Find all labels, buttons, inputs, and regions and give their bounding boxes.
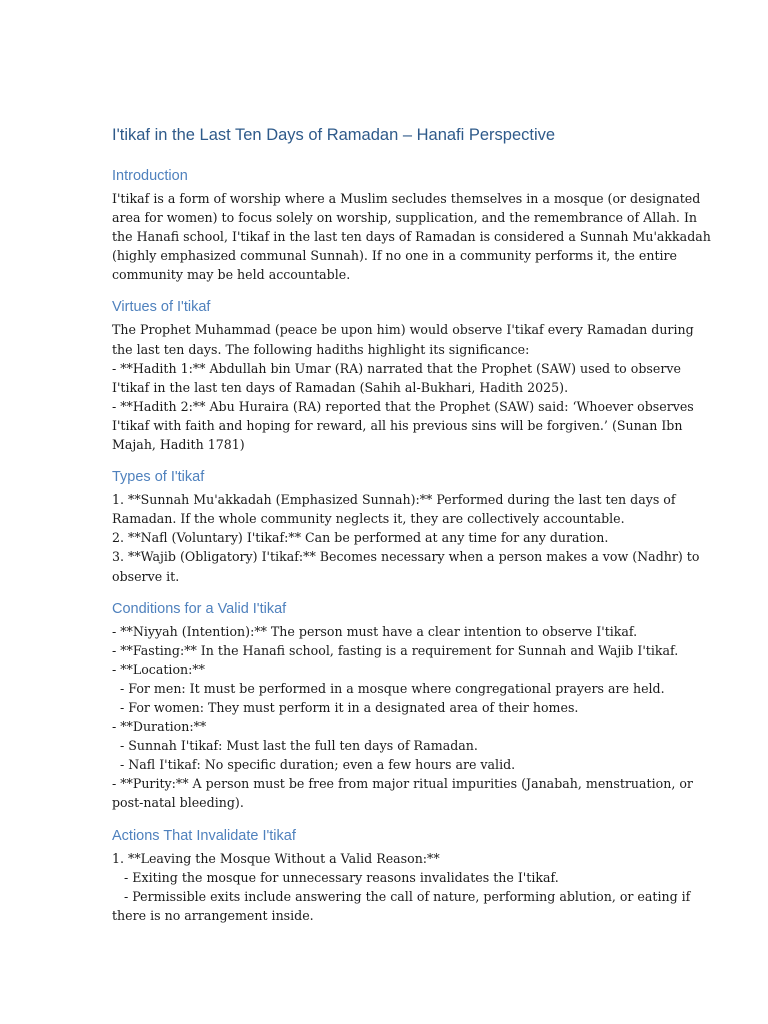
list-item: - **Duration:** [112, 719, 207, 735]
paragraph-line: observe it. [112, 568, 180, 584]
paragraph-line: (highly emphasized communal Sunnah). If no one in a community performs it, the entire [112, 248, 678, 264]
list-item: - Exiting the mosque for unnecessary reasons invalidates the I'tikaf. [112, 869, 559, 885]
list-item: - For women: They must perform it in a designated area of their homes. [112, 699, 579, 715]
list-item: 2. **Nafl (Voluntary) I'tikaf:** Can be performed at any time for any duration. [112, 530, 609, 546]
section-heading: Introduction [112, 168, 188, 184]
section-heading: Conditions for a Valid I'tikaf [112, 600, 287, 617]
document-title: I'tikaf in the Last Ten Days of Ramadan – Hanafi Perspective [112, 126, 556, 144]
paragraph-line: The Prophet Muhammad (peace be upon him) would observe I'tikaf every Ramadan during [112, 322, 694, 338]
list-item: 3. **Wajib (Obligatory) I'tikaf:** Becomes necessary when a person makes a vow (Nadhr) to [112, 549, 700, 565]
section-invalidators [112, 826, 691, 925]
section-heading: Virtues of I'tikaf [112, 299, 211, 316]
paragraph-line: I'tikaf in the last ten days of Ramadan (Sahih al-Bukhari, Hadith 2025). [112, 379, 569, 395]
list-item: - **Location:** [112, 661, 205, 677]
list-item: - For men: It must be performed in a mosque where congregational prayers are held. [112, 680, 665, 696]
section-types [112, 467, 700, 585]
list-item: - **Niyyah (Intention):** The person must have a clear intention to observe I'tikaf. [112, 623, 638, 639]
list-item: - **Fasting:** In the Hanafi school, fasting is a requirement for Sunnah and Wajib I'tikaf. [112, 642, 679, 658]
document-body [112, 124, 711, 938]
paragraph-line: I'tikaf with faith and hoping for reward, all his previous sins will be forgiven.’ (Sunan Ibn [112, 417, 683, 433]
paragraph-line: I'tikaf is a form of worship where a Muslim secludes themselves in a mosque (or designated [112, 191, 701, 206]
paragraph-line: community may be held accountable. [112, 267, 351, 283]
list-item: - Nafl I'tikaf: No specific duration; even a few hours are valid. [112, 757, 516, 773]
list-item: - Sunnah I'tikaf: Must last the full ten days of Ramadan. [112, 738, 478, 754]
paragraph-line: the last ten days. The following hadiths highlight its significance: [112, 341, 530, 357]
section-virtues [112, 297, 694, 454]
list-item: 1. **Leaving the Mosque Without a Valid Reason:** [112, 850, 440, 866]
section-conditions [112, 599, 693, 813]
list-item: - **Hadith 2:** Abu Huraira (RA) reported that the Prophet (SAW) said: ‘Whoever observes [112, 398, 694, 414]
paragraph-line: area for women) to focus solely on worship, supplication, and the remembrance of Allah. In [112, 210, 698, 226]
paragraph-line: there is no arrangement inside. [112, 907, 314, 923]
list-item: - Permissible exits include answering the call of nature, performing ablution, or eating if [112, 888, 691, 904]
paragraph-line: Majah, Hadith 1781) [112, 437, 245, 453]
list-item: - **Hadith 1:** Abdullah bin Umar (RA) narrated that the Prophet (SAW) used to observe [112, 360, 681, 376]
section-heading: Actions That Invalidate I'tikaf [112, 827, 296, 844]
section-introduction [112, 166, 711, 284]
paragraph-line: the Hanafi school, I'tikaf in the last ten days of Ramadan is considered a Sunnah Mu'akkadah [112, 229, 711, 245]
section-heading: Types of I'tikaf [112, 469, 205, 486]
paragraph-line: Ramadan. If the whole community neglects it, they are collectively accountable. [112, 511, 625, 527]
paragraph-line: post-natal bleeding). [112, 795, 244, 811]
list-item: - **Purity:** A person must be free from major ritual impurities (Janabah, menstruation, or [112, 776, 693, 792]
list-item: 1. **Sunnah Mu'akkadah (Emphasized Sunnah):** Performed during the last ten days of [112, 492, 676, 508]
